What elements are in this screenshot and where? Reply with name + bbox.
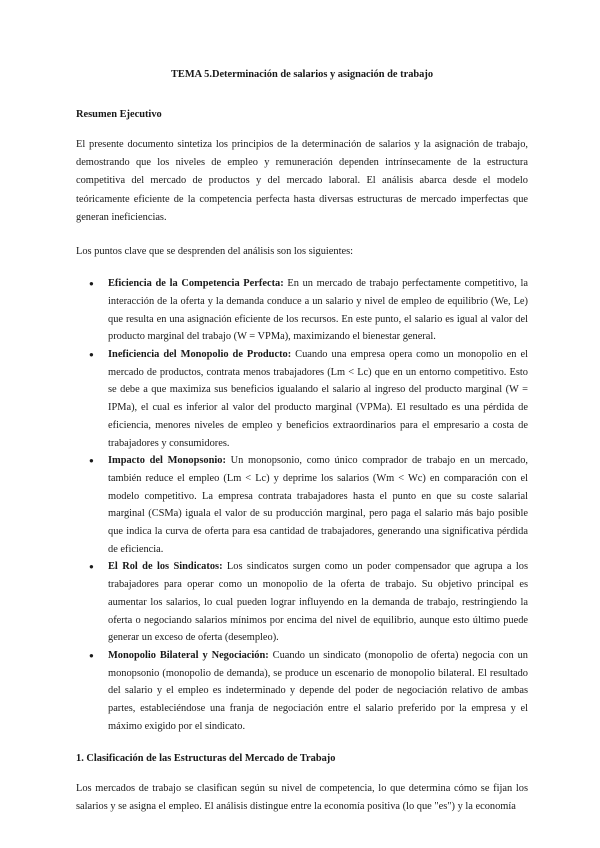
point-label: Eficiencia de la Competencia Perfecta: — [108, 278, 284, 290]
section1-paragraph: Los mercados de trabajo se clasifican según su nivel de competencia, lo que determina cómo se fijan los salarios y se asigna el empleo. El análisis distingue entre la economía positiva (lo que "es") y la economía — [76, 782, 528, 812]
document-page — [76, 68, 528, 832]
document-title: TEMA 5.Determinación de salarios y asignación de trabajo — [170, 69, 434, 80]
intro-paragraph: El presente documento sintetiza los principios de la determinación de salarios y la asignación de trabajo, demostrando que los niveles de empleo y remuneración dependen intrínsecamente de la estructura competitiva del mercado de productos y del mercado laboral. El análisis abarca desde el modelo teóricamente eficiente de la competencia perfecta hasta diversas estructuras de mercado imperfectas que generan ineficiencias. — [76, 139, 528, 223]
point-label: El Rol de los Sindicatos: — [108, 561, 223, 573]
point-text: En un mercado de trabajo perfectamente competitivo, la interacción de la oferta y la demanda conduce a un salario y nivel de empleo de equilibrio (We, Le) que resulta en una asignación eficiente de los recursos. En este punto, el salario es igual al valor del producto marginal del trabajo (W = VPMa), maximizando el bienestar general. — [108, 278, 528, 343]
list-item — [76, 452, 528, 558]
point-label: Impacto del Monopsonio: — [108, 455, 226, 467]
point-text: Los sindicatos surgen como un poder compensador que agrupa a los trabajadores para operar como un monopolio de la oferta de trabajo. Su objetivo principal es aumentar los salarios, lo cual pueden lograr influyendo en la demanda de trabajo, restringiendo la oferta o negociando salarios mínimos por encima del nivel de equilibrio, aunque esto último puede generar un exceso de oferta (desempleo). — [108, 561, 528, 644]
point-label: Ineficiencia del Monopolio de Producto: — [108, 349, 292, 361]
point-text: Cuando un sindicato (monopolio de oferta) negocia con un monopsonio (monopolio de demanda), se produce un escenario de monopolio bilateral. El resultado del salario y el empleo es indeterminado y depende del poder de negociación relativo de ambas partes, estableciéndose una franja de negociación entre el salario preferido por la empresa y el máximo exigido por el sindicato. — [108, 649, 528, 732]
point-text: Cuando una empresa opera como un monopolio en el mercado de productos, contrata menos trabajadores (Lm < Lc) que en un entorno competitivo. Esto se debe a que maximiza sus beneficios igualando el salario al ingreso del producto marginal (W = IPMa), el cual es inferior al valor del producto marginal (VPMa). El resultado es una pérdida de eficiencia, menores niveles de empleo y beneficios extraordinarios para el empresario a costa de trabajadores y consumidores. — [108, 349, 528, 449]
key-points-list — [76, 275, 528, 735]
bullet-icon — [89, 452, 94, 470]
point-label: Monopolio Bilateral y Negociación: — [108, 649, 269, 661]
bullet-icon — [89, 346, 94, 364]
key-points-intro: Los puntos clave que se desprenden del análisis son los siguientes: — [76, 246, 354, 258]
list-item — [76, 647, 528, 736]
bullet-icon — [89, 558, 94, 576]
list-item — [76, 275, 528, 346]
section1-heading: 1. Clasificación de las Estructuras del Mercado de Trabajo — [76, 752, 336, 764]
bullet-icon — [89, 647, 94, 665]
bullet-icon — [89, 275, 94, 293]
list-item — [76, 558, 528, 647]
summary-heading: Resumen Ejecutivo — [76, 109, 162, 120]
list-item — [76, 346, 528, 452]
point-text: Un monopsonio, como único comprador de trabajo en un mercado, también reduce el empleo (Lm < Lc) y deprime los salarios (Wm < Wc) en comparación con el modelo competitivo. La empresa contrata trabajadores hasta el punto en que su coste salarial marginal (CSMa) iguala el valor de su producción marginal, pero paga el salario más bajo posible que indica la curva de oferta para esa cantidad de trabajadores, generando una significativa pérdida de eficiencia. — [108, 455, 528, 555]
